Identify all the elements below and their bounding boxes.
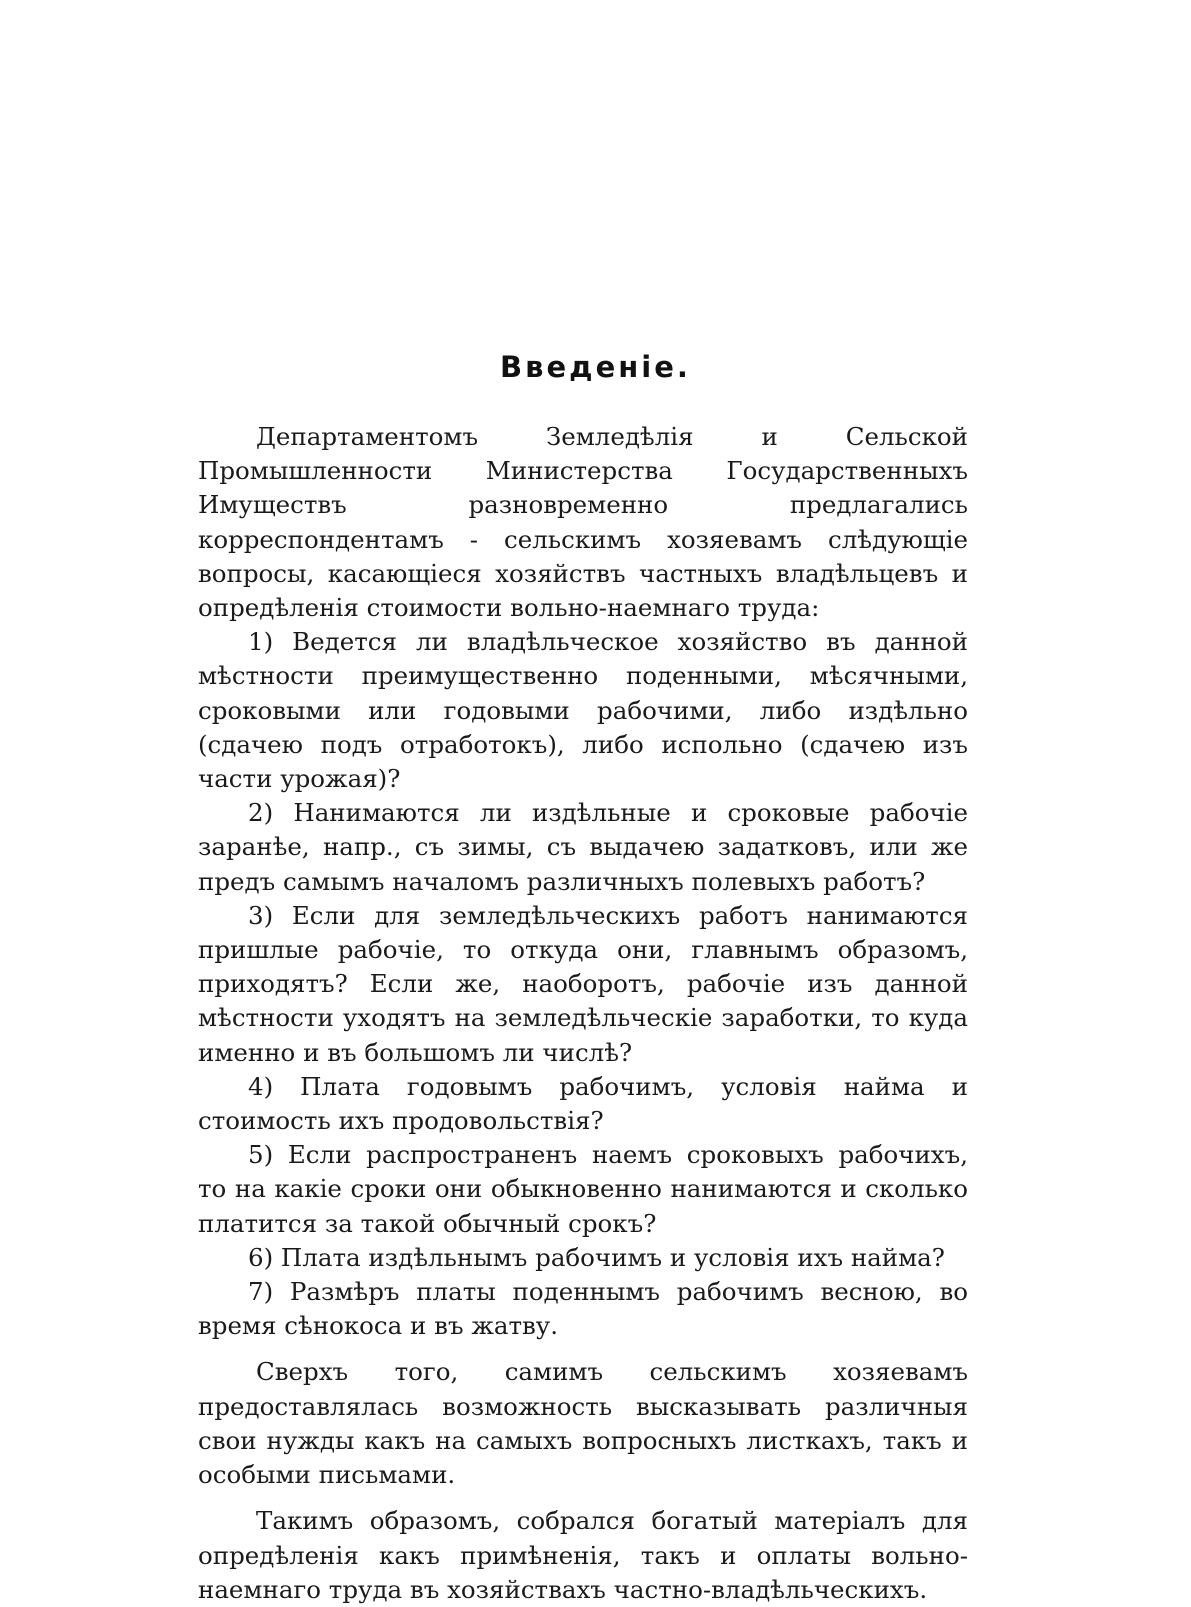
- paragraph-gap: [198, 1343, 968, 1355]
- question-4: 4) Плата годовымъ рабочимъ, условія найма и стоимость ихъ продовольствія?: [198, 1071, 968, 1136]
- question-7: 7) Размѣръ платы поденнымъ рабочимъ весною, во время сѣнокоса и въ жатву.: [198, 1277, 968, 1341]
- body-text: [198, 420, 968, 1607]
- intro-paragraph: Департаментомъ Земледѣлія и Сельской Промышленности Министерства Государственныхъ Имуществъ разновременно предлагались корреспондентамъ - сельскимъ хозяевамъ слѣдующіе вопросы, касающіеся хозяйствъ частныхъ владѣльцевъ и опредѣленія стоимости вольно-наемнаго труда:: [198, 422, 968, 623]
- question-2: 2) Нанимаются ли издѣльные и сроковые рабочіе заранѣе, напр., съ зимы, съ выдачею задатковъ, или же предъ самымъ началомъ различныхъ полевыхъ работъ?: [198, 798, 968, 896]
- question-5: 5) Если распространенъ наемъ сроковыхъ рабочихъ, то на какіе сроки они обыкновенно нанимаются и сколько платится за такой обычный срокъ?: [198, 1140, 968, 1238]
- paragraph-gap: [198, 1492, 968, 1504]
- question-6: 6) Плата издѣльнымъ рабочимъ и условія ихъ найма?: [248, 1242, 945, 1272]
- closing-paragraph-1: Сверхъ того, самимъ сельскимъ хозяевамъ предоставлялась возможность высказывать различныя свои нужды какъ на самыхъ вопросныхъ листкахъ, такъ и особыми письмами.: [198, 1357, 968, 1490]
- closing-paragraph-2: Такимъ образомъ, собрался богатый матеріалъ для опредѣленія какъ примѣненія, такъ и оплаты вольно-наемнаго труда въ хозяйствахъ частно-владѣльческихъ.: [198, 1506, 968, 1604]
- question-1: 1) Ведется ли владѣльческое хозяйство въ данной мѣстности преимущественно поденными, мѣсячными, сроковыми или годовыми рабочими, либо издѣльно (сдачею подъ отработокъ), либо испольно (сдачею изъ части урожая)?: [198, 627, 968, 794]
- page-title: Введенiе.: [500, 350, 691, 384]
- question-3: 3) Если для земледѣльческихъ работъ нанимаются пришлые рабочіе, то откуда они, главнымъ образомъ, приходятъ? Если же, наоборотъ, рабочіе изъ данной мѣстности уходятъ на земледѣльческіе заработки, то куда именно и въ большомъ ли числѣ?: [198, 900, 968, 1067]
